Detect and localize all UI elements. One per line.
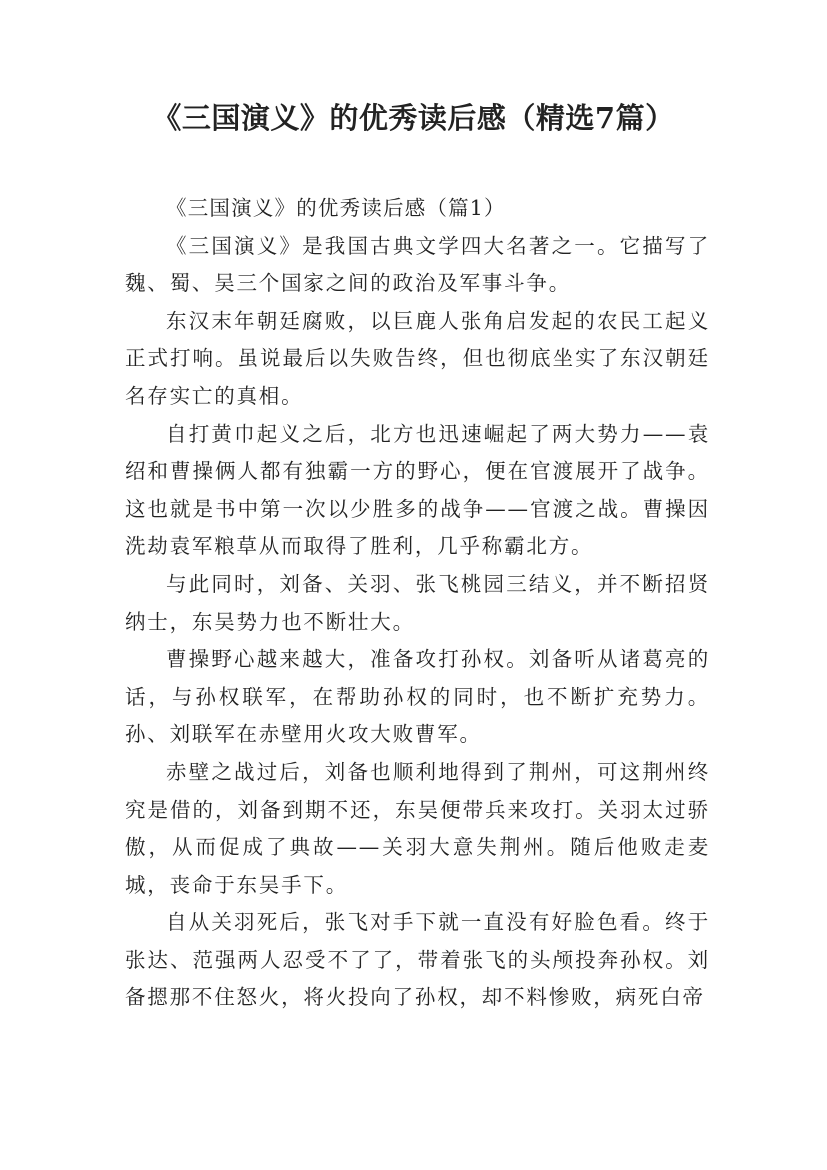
paragraph-6: 赤壁之战过后，刘备也顺利地得到了荆州，可这荆州终究是借的，刘备到期不还，东吴便带兵来攻打。关羽太过骄傲，从而促成了典故——关羽大意失荆州。随后他败走麦城，丧命于东吴手下。 — [125, 759, 710, 897]
paragraph-7: 自从关羽死后，张飞对手下就一直没有好脸色看。终于张达、范强两人忍受不了了，带着张飞的头颅投奔孙权。刘备摁那不住怒火，将火投向了孙权，却不料惨败，病死白帝 — [125, 910, 710, 1010]
section-heading: 《三国演义》的优秀读后感（篇1） — [166, 196, 506, 220]
paragraph-3: 自打黄巾起义之后，北方也迅速崛起了两大势力——袁绍和曹操俩人都有独霸一方的野心，便在官渡展开了战争。这也就是书中第一次以少胜多的战争——官渡之战。曹操因洗劫袁军粮草从而取得了胜利，几乎称霸北方。 — [125, 421, 710, 559]
paragraph-1: 《三国演义》是我国古典文学四大名著之一。它描写了魏、蜀、吴三个国家之间的政治及军事斗争。 — [125, 233, 710, 296]
document-body — [125, 190, 710, 1017]
paragraph-5: 曹操野心越来越大，准备攻打孙权。刘备听从诸葛亮的话，与孙权联军，在帮助孙权的同时，也不断扩充势力。孙、刘联军在赤壁用火攻大败曹军。 — [125, 647, 710, 747]
document-title: 《三国演义》的优秀读后感（精选7篇） — [152, 101, 675, 135]
paragraph-4: 与此同时，刘备、关羽、张飞桃园三结义，并不断招贤纳士，东吴势力也不断壮大。 — [125, 571, 710, 634]
paragraph-2: 东汉末年朝廷腐败，以巨鹿人张角启发起的农民工起义正式打响。虽说最后以失败告终，但也彻底坐实了东汉朝廷名存实亡的真相。 — [125, 308, 710, 408]
